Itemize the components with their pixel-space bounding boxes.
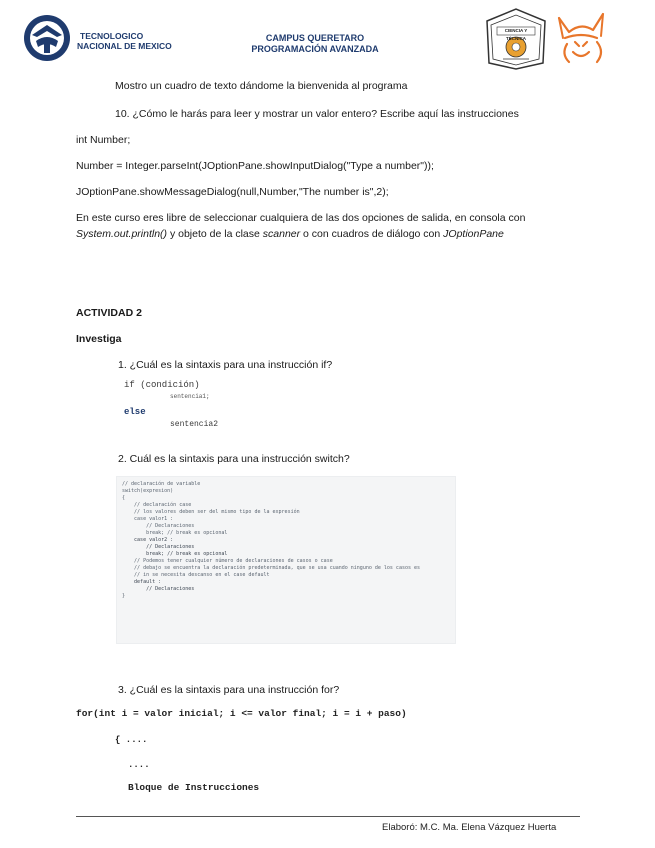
footer-author: Elaboró: M.C. Ma. Elena Vázquez Huerta — [382, 822, 557, 833]
eagle-emblem-icon — [22, 13, 72, 63]
investiga-heading: Investiga — [76, 333, 122, 345]
if-line-3: else — [124, 407, 146, 417]
switch-line: // los valores deben ser del mismo tipo de la expresión — [122, 509, 300, 515]
switch-syntax-snippet — [116, 476, 456, 644]
joptionpane-ref: JOptionPane — [443, 228, 504, 240]
logo-text-line2: NACIONAL DE MEXICO — [77, 41, 172, 51]
code-line-declare: int Number; — [76, 134, 131, 146]
scanner-ref: scanner — [262, 228, 301, 240]
tecnm-logo — [22, 13, 182, 63]
paragraph-output-options-line1: En este curso eres libre de seleccionar cualquiera de las dos opciones de salida, en consola con — [76, 212, 526, 224]
campus-seal-logo — [483, 7, 549, 71]
switch-line: // debajo se encuentra la declaración predeterminada, que se usa cuando ninguno de los casos es — [122, 565, 421, 571]
question-switch: 2. Cuál es la sintaxis para una instrucción switch? — [118, 453, 350, 465]
seal-text: CIENCIA Y TÉCNICA — [504, 28, 528, 41]
if-line-2: sentencia1; — [170, 393, 210, 400]
footer-divider — [76, 816, 580, 817]
code-line-parse: Number = Integer.parseInt(JOptionPane.showInputDialog("Type a number")); — [76, 160, 434, 172]
question-if: 1. ¿Cuál es la sintaxis para una instrucción if? — [118, 359, 333, 371]
switch-line: // Declaraciones — [122, 544, 195, 550]
switch-line: case valor1 : — [122, 516, 174, 522]
if-line-1: if (condición) — [124, 380, 200, 390]
switch-line: // in se necesita descanso en el case default — [122, 572, 270, 578]
fox-mascot-logo — [553, 8, 609, 68]
header-course: PROGRAMACIÓN AVANZADA — [251, 44, 379, 54]
switch-line: break; // break es opcional — [122, 551, 228, 557]
paragraph-welcome: Mostro un cuadro de texto dándome la bienvenida al programa — [115, 80, 408, 92]
header-campus: CAMPUS QUERETARO — [265, 33, 365, 43]
switch-line: // Declaraciones — [122, 523, 195, 529]
if-syntax-snippet — [120, 378, 240, 436]
logo-text-line1: TECNOLOGICO — [80, 31, 144, 41]
switch-code-block — [122, 481, 420, 600]
println-ref: System.out.println() — [76, 228, 168, 240]
switch-line: switch(expresion) — [122, 488, 174, 494]
switch-line: default : — [122, 579, 162, 585]
activity-title: ACTIVIDAD 2 — [76, 307, 142, 319]
switch-line: break; // break es opcional — [122, 530, 228, 536]
switch-line: // Declaraciones — [122, 586, 195, 592]
for-line-3: .... — [128, 760, 150, 770]
switch-line: } — [122, 593, 126, 599]
if-line-4: sentencia2 — [170, 420, 219, 429]
switch-line: // Podemos tener cualquier número de declaraciones de casos o case — [122, 558, 333, 564]
switch-line: // declaración case — [122, 502, 192, 508]
for-line-2: { .... — [115, 735, 148, 745]
switch-line: // declaración de variable — [122, 481, 201, 487]
switch-line: case valor2 : — [122, 537, 174, 543]
question-10: 10. ¿Cómo le harás para leer y mostrar un valor entero? Escribe aquí las instrucciones — [115, 108, 519, 120]
for-line-1: for(int i = valor inicial; i <= valor final; i = i + paso) — [76, 708, 407, 719]
paragraph-output-options-line2: System.out.println() y objeto de la clase scanner o con cuadros de diálogo con JOptionPane — [76, 228, 504, 240]
question-for: 3. ¿Cuál es la sintaxis para una instrucción for? — [118, 684, 340, 696]
for-line-4: Bloque de Instrucciones — [128, 782, 260, 793]
fox-icon — [553, 8, 609, 68]
code-line-message: JOptionPane.showMessageDialog(null,Number,"The number is",2); — [76, 186, 389, 198]
switch-line: { — [122, 495, 126, 501]
